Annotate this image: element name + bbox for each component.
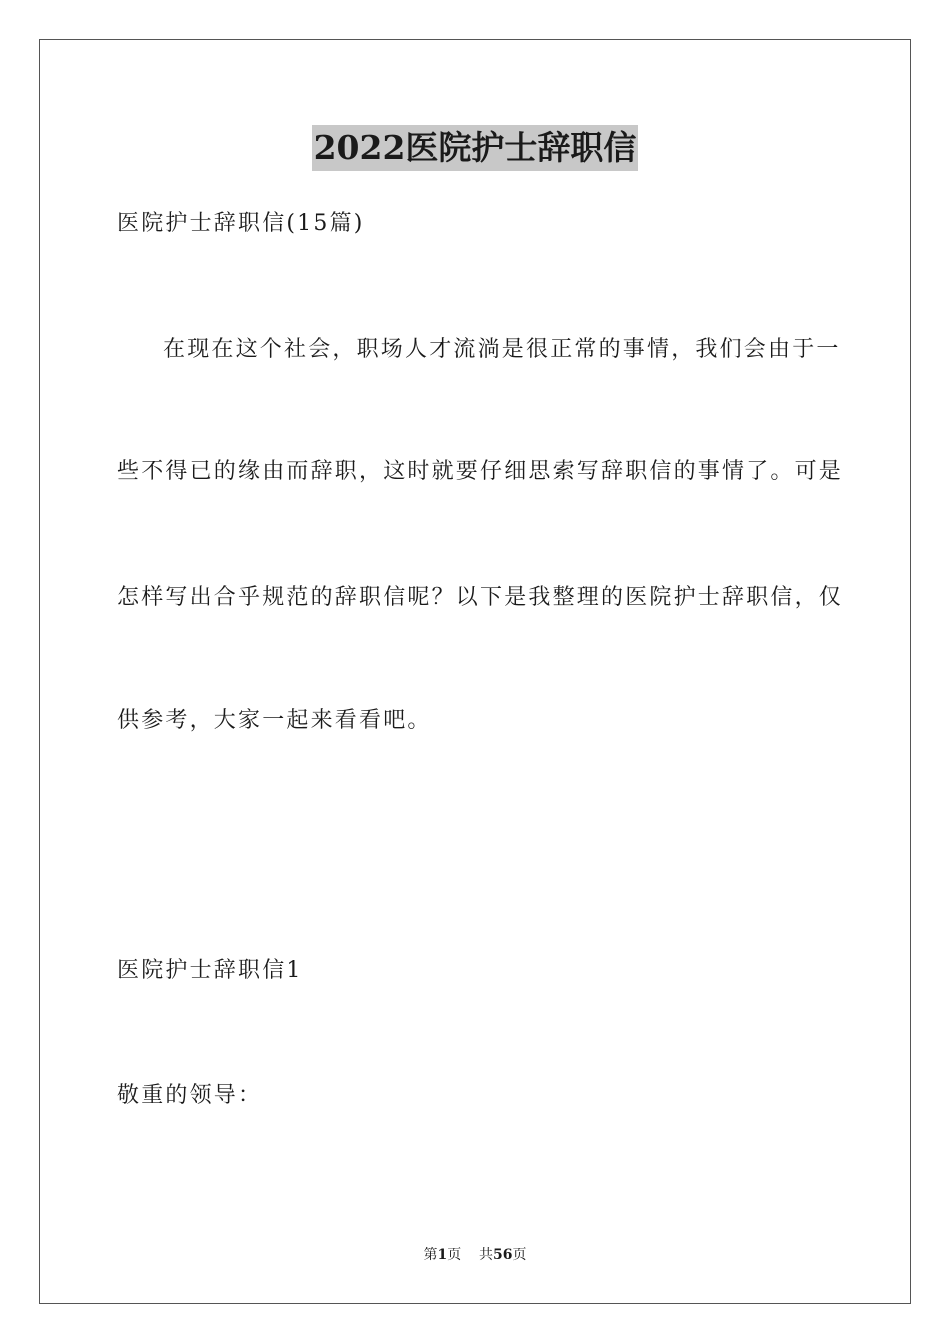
- footer-page-prefix: 第: [423, 1247, 438, 1263]
- intro-line-1: 在现在这个社会，职场人才流淌是很正常的事情，我们会由于一: [163, 337, 841, 362]
- salutation: 敬重的领导：: [117, 1083, 263, 1108]
- intro-line-3: 怎样写出合乎规范的辞职信呢？以下是我整理的医院护士辞职信，仅: [117, 585, 844, 610]
- footer-total-prefix: 共: [479, 1247, 494, 1263]
- page-footer: [0, 1245, 950, 1265]
- title-container: [0, 125, 950, 171]
- document-title: 2022医院护士辞职信: [312, 125, 639, 171]
- footer-page-number: 1: [437, 1247, 448, 1263]
- footer-total-suffix: 页: [512, 1247, 527, 1263]
- intro-line-2: 些不得已的缘由而辞职，这时就要仔细思索写辞职信的事情了。可是: [117, 459, 844, 484]
- footer-page-suffix: 页: [447, 1247, 462, 1263]
- footer-total-pages: 56: [493, 1247, 513, 1263]
- document-subtitle: 医院护士辞职信(15篇): [117, 211, 365, 236]
- intro-line-4: 供参考，大家一起来看看吧。: [117, 708, 432, 733]
- section-heading: 医院护士辞职信1: [117, 958, 303, 983]
